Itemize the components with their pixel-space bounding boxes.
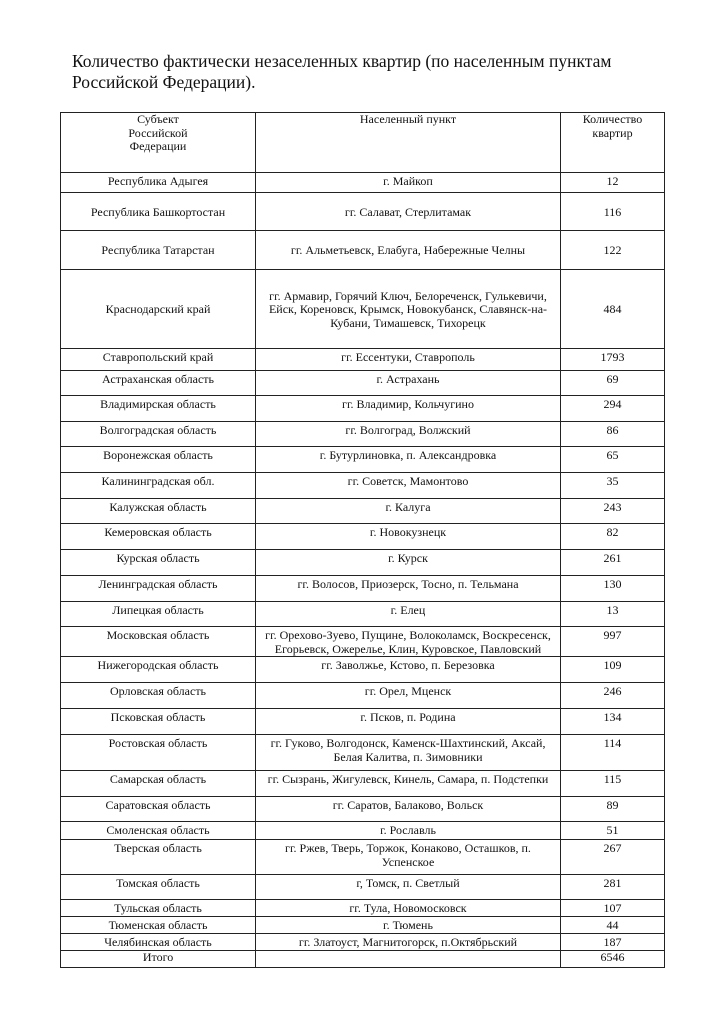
cell-locality: г. Новокузнецк <box>256 524 561 550</box>
table-row <box>61 371 665 396</box>
cell-count: 89 <box>561 797 665 822</box>
cell-count: 109 <box>561 657 665 683</box>
header-subject-line: Российской <box>128 125 188 140</box>
cell-count: 82 <box>561 524 665 550</box>
cell-total-locality <box>256 951 561 968</box>
cell-locality: гг. Саратов, Балаково, Вольск <box>256 797 561 822</box>
cell-locality: гг. Ржев, Тверь, Торжок, Конаково, Осташков, п. Успенское <box>256 840 561 875</box>
cell-locality: гг. Армавир, Горячий Ключ, Белореченск, Гулькевичи, Ейск, Кореновск, Крымск, Новокубанск, Славянск-на-Кубани, Тимашевск, Тихорецк <box>256 270 561 349</box>
table-row <box>61 934 665 951</box>
header-count <box>561 113 665 173</box>
cell-count: 130 <box>561 576 665 602</box>
cell-locality: гг. Орехово-Зуево, Пущине, Волоколамск, Воскресенск, Егорьевск, Ожерелье, Клин, Куровское, Павловский <box>256 627 561 657</box>
header-count-line: Количество <box>582 112 643 126</box>
cell-subject: Ростовская область <box>61 735 256 771</box>
cell-subject: Тюменская область <box>61 917 256 934</box>
cell-locality: гг. Гуково, Волгодонск, Каменск-Шахтинский, Аксай, Белая Калитва, п. Зимовники <box>256 735 561 771</box>
cell-subject: Орловская область <box>61 683 256 709</box>
cell-count: 12 <box>561 173 665 193</box>
cell-locality: гг. Сызрань, Жигулевск, Кинель, Самара, п. Подстепки <box>256 771 561 797</box>
cell-locality: гг. Орел, Мценск <box>256 683 561 709</box>
cell-subject: Республика Адыгея <box>61 173 256 193</box>
table-row <box>61 627 665 657</box>
table-header-row <box>61 113 665 173</box>
cell-subject: Липецкая область <box>61 602 256 627</box>
table-row <box>61 270 665 349</box>
cell-subject: Ставропольский край <box>61 349 256 371</box>
cell-count: 187 <box>561 934 665 951</box>
cell-locality: г. Рославль <box>256 822 561 840</box>
header-count-line: квартир <box>592 125 633 140</box>
table-row <box>61 550 665 576</box>
cell-total-count: 6546 <box>561 951 665 968</box>
table-row <box>61 473 665 499</box>
cell-locality: гг. Владимир, Кольчугино <box>256 396 561 422</box>
cell-count: 267 <box>561 840 665 875</box>
table-row <box>61 735 665 771</box>
cell-locality: гг. Волгоград, Волжский <box>256 422 561 447</box>
cell-count: 65 <box>561 447 665 473</box>
cell-locality: г. Тюмень <box>256 917 561 934</box>
cell-count: 86 <box>561 422 665 447</box>
cell-count: 134 <box>561 709 665 735</box>
cell-count: 294 <box>561 396 665 422</box>
table-row <box>61 683 665 709</box>
cell-total-label: Итого <box>61 951 256 968</box>
cell-subject: Ленинградская область <box>61 576 256 602</box>
cell-count: 69 <box>561 371 665 396</box>
table-row <box>61 576 665 602</box>
cell-locality: гг. Тула, Новомосковск <box>256 900 561 917</box>
cell-count: 246 <box>561 683 665 709</box>
cell-subject: Владимирская область <box>61 396 256 422</box>
cell-locality: г. Псков, п. Родина <box>256 709 561 735</box>
cell-locality: гг. Заволжье, Кстово, п. Березовка <box>256 657 561 683</box>
cell-count: 281 <box>561 875 665 900</box>
cell-count: 1793 <box>561 349 665 371</box>
cell-locality: гг. Волосов, Приозерск, Тосно, п. Тельмана <box>256 576 561 602</box>
cell-subject: Самарская область <box>61 771 256 797</box>
table-total-row <box>61 951 665 968</box>
cell-count: 122 <box>561 231 665 270</box>
apartments-table <box>60 112 665 968</box>
cell-subject: Калужская область <box>61 499 256 524</box>
cell-count: 243 <box>561 499 665 524</box>
cell-subject: Республика Башкортостан <box>61 193 256 231</box>
table-row <box>61 797 665 822</box>
cell-count: 44 <box>561 917 665 934</box>
table-row <box>61 447 665 473</box>
cell-subject: Курская область <box>61 550 256 576</box>
table-row <box>61 193 665 231</box>
cell-count: 484 <box>561 270 665 349</box>
document-title: Количество фактически незаселенных квартир (по населенным пунктам Российской Федерации). <box>72 51 612 92</box>
cell-locality: г. Елец <box>256 602 561 627</box>
cell-subject: Астраханская область <box>61 371 256 396</box>
table-row <box>61 822 665 840</box>
cell-locality: гг. Советск, Мамонтово <box>256 473 561 499</box>
table-row <box>61 173 665 193</box>
cell-subject: Республика Татарстан <box>61 231 256 270</box>
cell-count: 114 <box>561 735 665 771</box>
table-row <box>61 231 665 270</box>
cell-subject: Волгоградская область <box>61 422 256 447</box>
cell-locality: гг. Салават, Стерлитамак <box>256 193 561 231</box>
cell-locality: г. Астрахань <box>256 371 561 396</box>
cell-locality: г, Томск, п. Светлый <box>256 875 561 900</box>
cell-count: 35 <box>561 473 665 499</box>
table-row <box>61 422 665 447</box>
table-row <box>61 917 665 934</box>
cell-count: 261 <box>561 550 665 576</box>
cell-locality: г. Курск <box>256 550 561 576</box>
header-locality: Населенный пункт <box>256 113 561 173</box>
cell-locality: гг. Ессентуки, Ставрополь <box>256 349 561 371</box>
table-row <box>61 875 665 900</box>
cell-subject: Саратовская область <box>61 797 256 822</box>
cell-locality: г. Бутурлиновка, п. Александровка <box>256 447 561 473</box>
cell-count: 997 <box>561 627 665 657</box>
table-row <box>61 524 665 550</box>
header-subject <box>61 113 256 173</box>
cell-subject: Калининградская обл. <box>61 473 256 499</box>
cell-subject: Тульская область <box>61 900 256 917</box>
table-row <box>61 349 665 371</box>
cell-count: 13 <box>561 602 665 627</box>
table-row <box>61 840 665 875</box>
table-row <box>61 900 665 917</box>
cell-subject: Краснодарский край <box>61 270 256 349</box>
table-row <box>61 396 665 422</box>
cell-locality: г. Калуга <box>256 499 561 524</box>
cell-locality: гг. Златоуст, Магнитогорск, п.Октябрьский <box>256 934 561 951</box>
cell-subject: Нижегородская область <box>61 657 256 683</box>
cell-locality: г. Майкоп <box>256 173 561 193</box>
cell-count: 51 <box>561 822 665 840</box>
header-subject-line: Субъект <box>137 112 179 126</box>
cell-count: 115 <box>561 771 665 797</box>
cell-count: 107 <box>561 900 665 917</box>
table-row <box>61 602 665 627</box>
cell-locality: гг. Альметьевск, Елабуга, Набережные Челны <box>256 231 561 270</box>
cell-subject: Псковская область <box>61 709 256 735</box>
table-row <box>61 657 665 683</box>
cell-subject: Томская область <box>61 875 256 900</box>
cell-subject: Тверская область <box>61 840 256 875</box>
cell-subject: Воронежская область <box>61 447 256 473</box>
table-row <box>61 499 665 524</box>
header-subject-line: Федерации <box>129 139 187 153</box>
cell-subject: Челябинская область <box>61 934 256 951</box>
cell-subject: Кемеровская область <box>61 524 256 550</box>
table-row <box>61 709 665 735</box>
cell-count: 116 <box>561 193 665 231</box>
table-row <box>61 771 665 797</box>
cell-subject: Московская область <box>61 627 256 657</box>
cell-subject: Смоленская область <box>61 822 256 840</box>
